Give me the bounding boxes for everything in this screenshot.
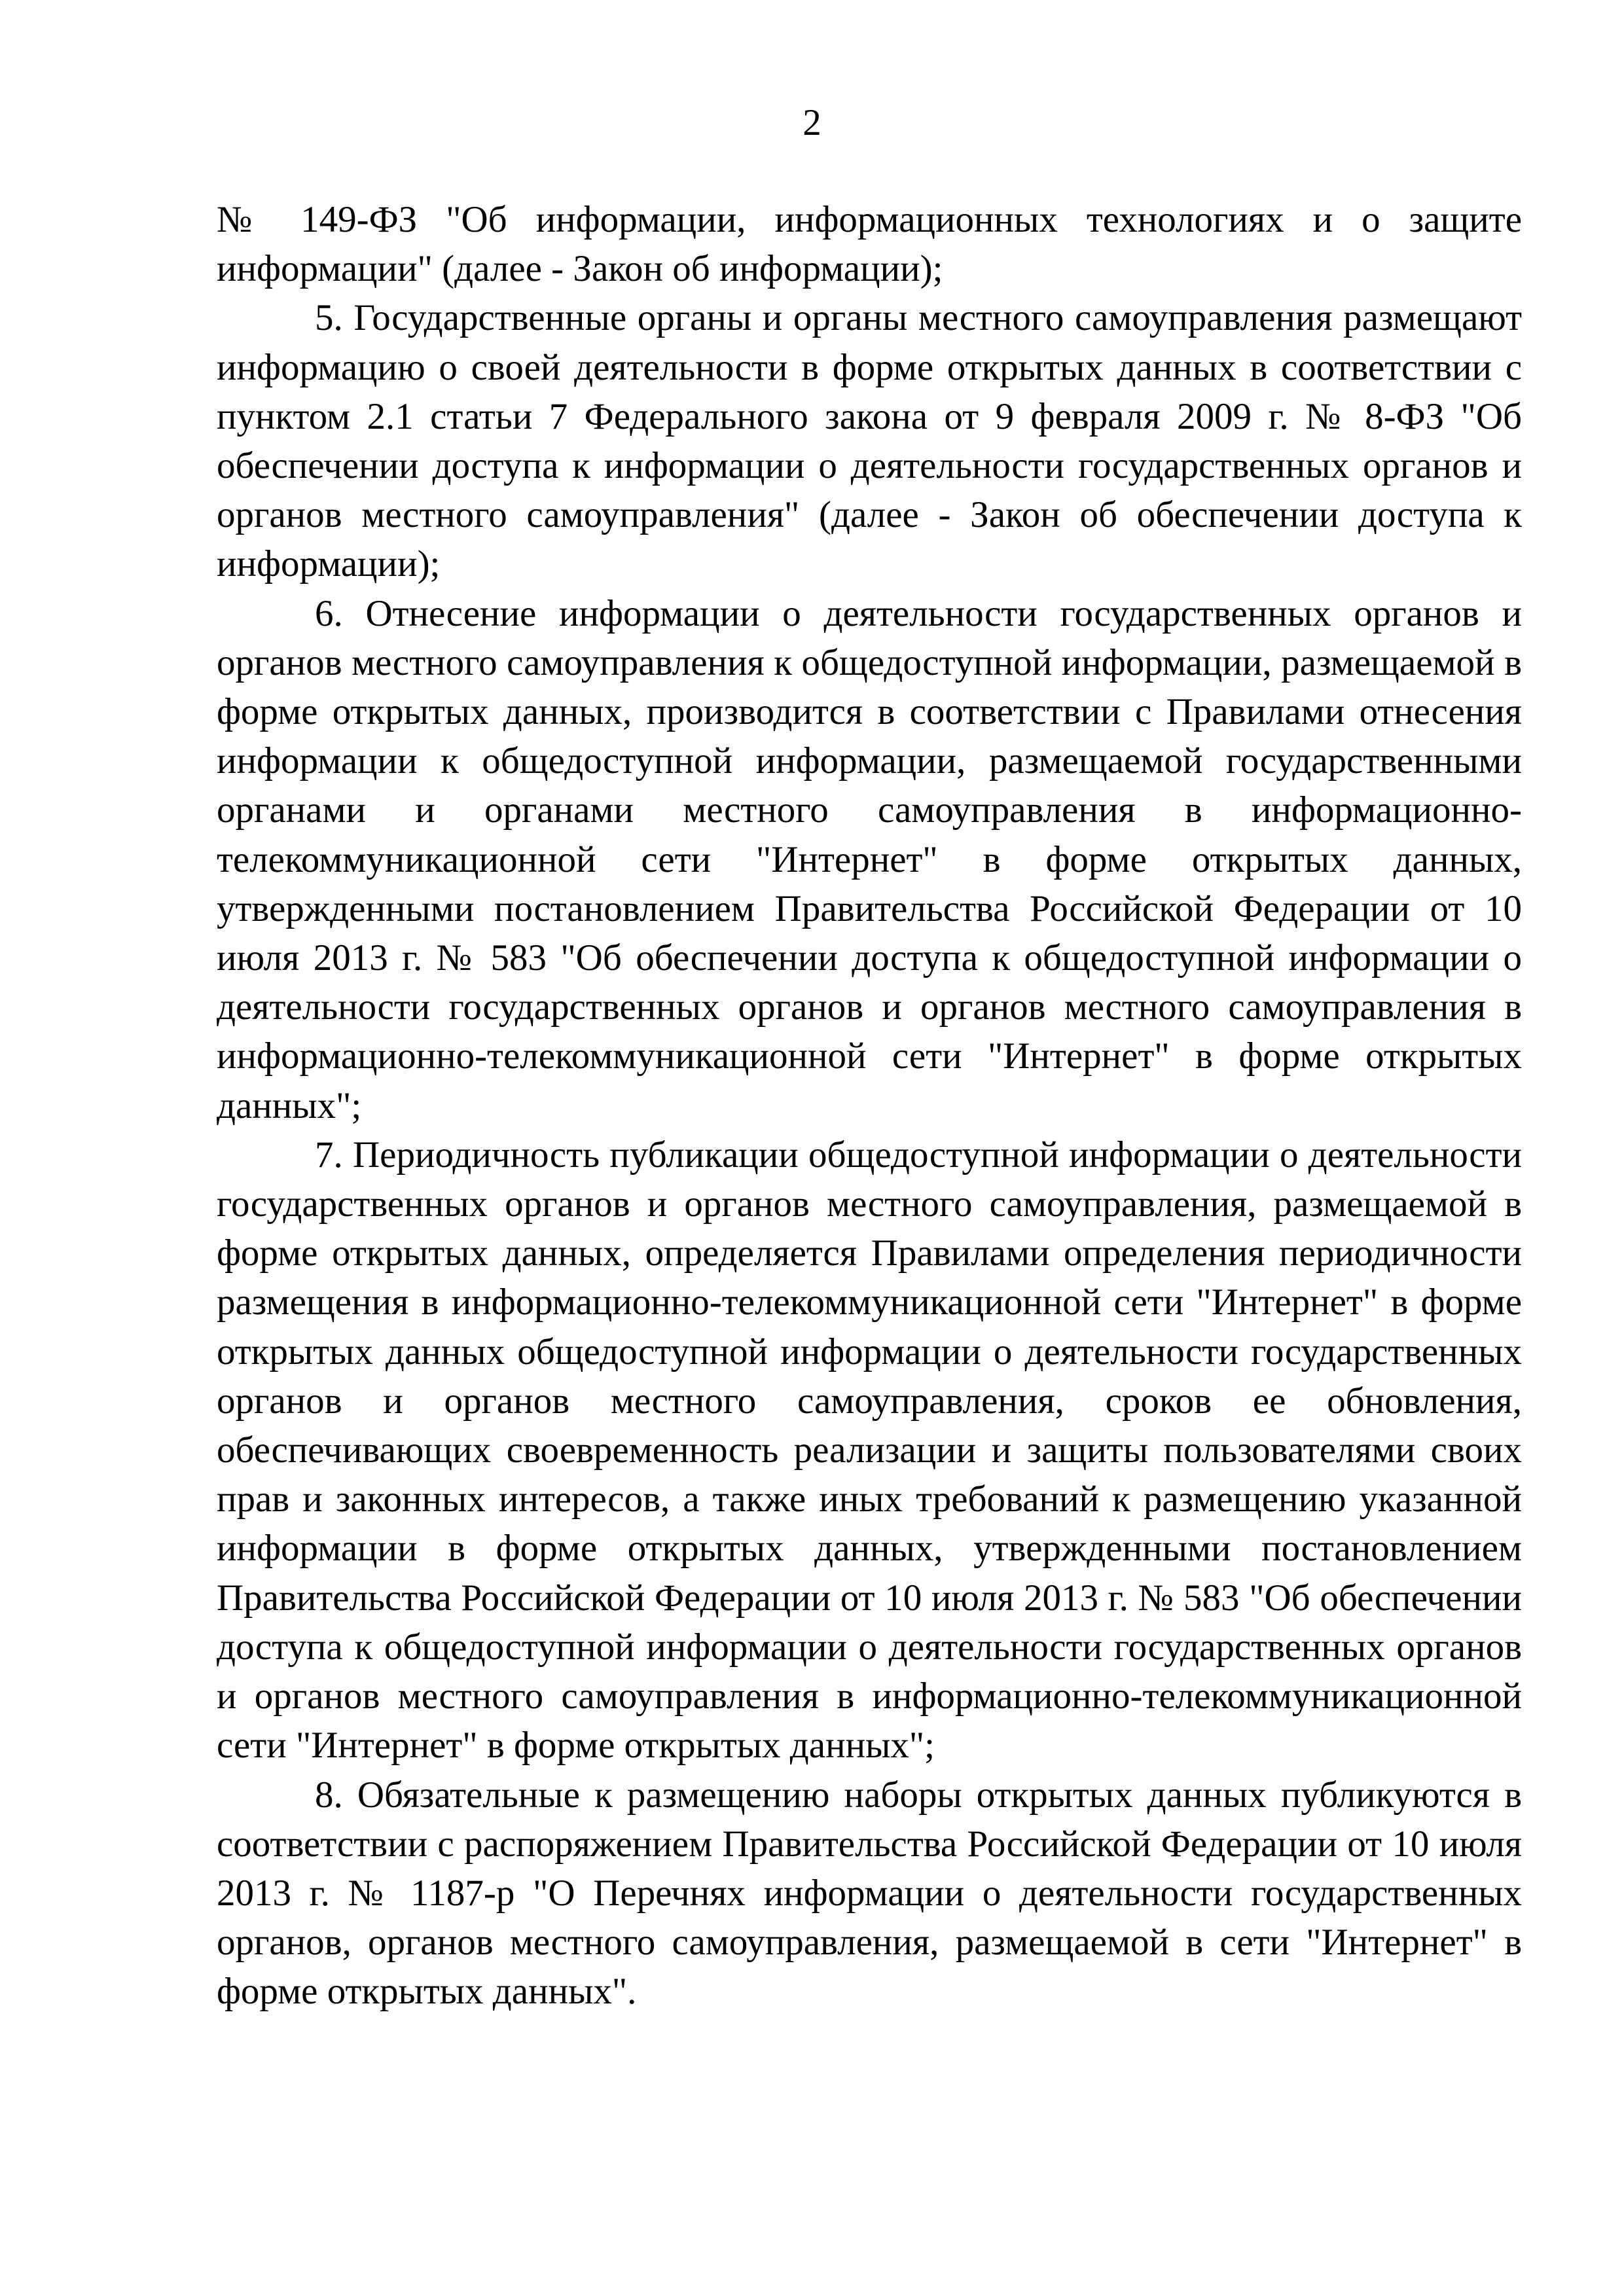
paragraph-item-6: 6. Отнесение информации о деятельности государственных органов и органов местного самоуправления к общедоступной информации, размещаемой в форме открытых данных, производится в соответствии с Правилами отнесения информации к общедоступной информации, размещаемой государственными органами и органами местного самоуправления в информационно-телекоммуникационной сети "Интернет" в форме открытых данных, утвержденными постановлением Правительства Российской Федерации от 10 июля 2013 г. № 583 "Об обеспечении доступа к общедоступной информации о деятельности государственных органов и органов местного самоуправления в информационно-телекоммуникационной сети "Интернет" в форме открытых данных"; <box>217 592 1522 1126</box>
paragraph-item-8: 8. Обязательные к размещению наборы открытых данных публикуются в соответствии с распоряжением Правительства Российской Федерации от 10 июля 2013 г. № 1187-р "О Перечнях информации о деятельности государственных органов, органов местного самоуправления, размещаемой в сети "Интернет" в форме открытых данных". <box>217 1774 1522 2013</box>
document-body <box>217 195 1522 2017</box>
page-number: 2 <box>803 102 821 143</box>
paragraph-item-5: 5. Государственные органы и органы местного самоуправления размещают информацию о своей деятельности в форме открытых данных в соответствии с пунктом 2.1 статьи 7 Федерального закона от 9 февраля 2009 г. № 8-ФЗ "Об обеспечении доступа к информации о деятельности государственных органов и органов местного самоуправления" (далее - Закон об обеспечении доступа к информации); <box>217 297 1522 585</box>
paragraph-item-7: 7. Периодичность публикации общедоступной информации о деятельности государственных органов и органов местного самоуправления, размещаемой в форме открытых данных, определяется Правилами определения периодичности размещения в информационно-телекоммуникационной сети "Интернет" в форме открытых данных общедоступной информации о деятельности государственных органов и органов местного самоуправления, сроков ее обновления, обеспечивающих своевременность реализации и защиты пользователями своих прав и законных интересов, а также иных требований к размещению указанной информации в форме открытых данных, утвержденными постановлением Правительства Российской Федерации от 10 июля 2013 г. № 583 "Об обеспечении доступа к общедоступной информации о деятельности государственных органов и органов местного самоуправления в информационно-телекоммуникационной сети "Интернет" в форме открытых данных"; <box>217 1134 1522 1767</box>
paragraph-continuation: № 149-ФЗ "Об информации, информационных технологиях и о защите информации" (далее - Закон об информации); <box>217 199 1522 290</box>
